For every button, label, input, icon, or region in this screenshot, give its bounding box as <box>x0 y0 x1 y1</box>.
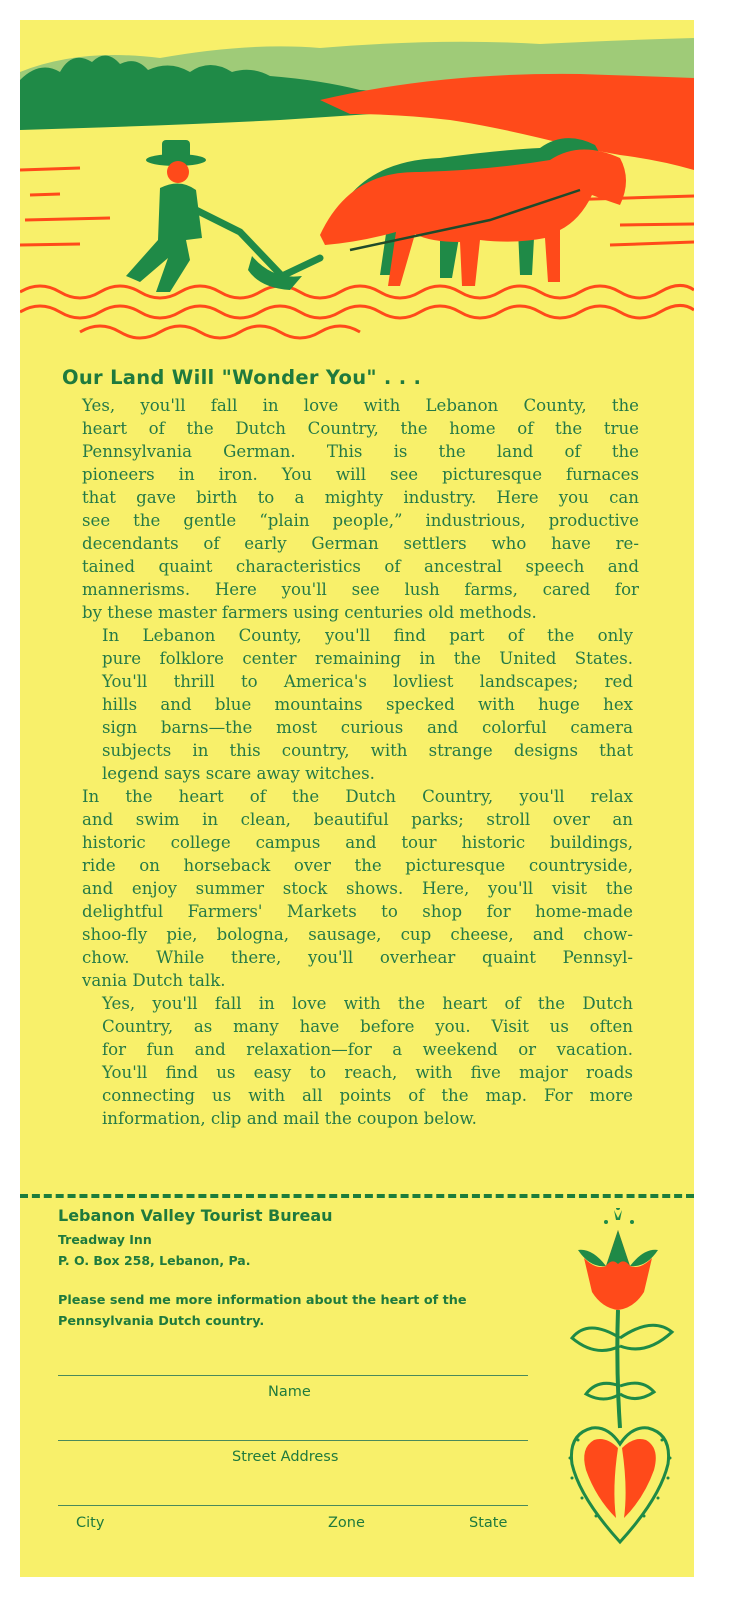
paragraph-3-line: chow. While there, you'll overhear quaint Pennsyl- <box>82 948 633 967</box>
paragraph-1-line: Yes, you'll fall in love with Lebanon County, the <box>82 396 639 415</box>
paragraph-4-line: Yes, you'll fall in love with the heart of the Dutch <box>102 994 633 1013</box>
city-label: City <box>76 1515 105 1531</box>
paragraph-4-line: information, clip and mail the coupon below. <box>102 1109 477 1128</box>
paragraph-3-line: ride on horseback over the picturesque countryside, <box>82 856 633 875</box>
paragraph-4-line: for fun and relaxation—for a weekend or vacation. <box>102 1040 633 1059</box>
paragraph-4-line: Country, as many have before you. Visit us often <box>102 1017 633 1036</box>
paragraph-2-line: pure folklore center remaining in the United States. <box>102 649 633 668</box>
address-line-2: P. O. Box 258, Lebanon, Pa. <box>58 1253 251 1268</box>
paragraph-1-line: see the gentle “plain people,” industrious, productive <box>82 511 639 530</box>
coupon-cut-line <box>20 1194 694 1198</box>
paragraph-1-line: heart of the Dutch Country, the home of the true <box>82 419 639 438</box>
paragraph-1-line: that gave birth to a mighty industry. Here you can <box>82 488 639 507</box>
paragraph-1-line: mannerisms. Here you'll see lush farms, cared for <box>82 580 639 599</box>
name-line[interactable] <box>58 1375 528 1376</box>
paragraph-2-line: legend says scare away witches. <box>102 764 375 783</box>
paragraph-3-line: In the heart of the Dutch Country, you'll relax <box>82 787 633 806</box>
paragraph-2-line: subjects in this country, with strange designs that <box>102 741 633 760</box>
paragraph-3-line: delightful Farmers' Markets to shop for home-made <box>82 902 633 921</box>
paragraph-3-line: and enjoy summer stock shows. Here, you'll visit the <box>82 879 633 898</box>
paragraph-1-line: pioneers in iron. You will see picturesque furnaces <box>82 465 639 484</box>
paragraph-1-line: decendants of early German settlers who have re- <box>82 534 639 553</box>
paragraph-2-line: sign barns—the most curious and colorful camera <box>102 718 633 737</box>
paragraph-4-line: connecting us with all points of the map. For more <box>102 1086 633 1105</box>
state-label: State <box>469 1515 508 1531</box>
paragraph-4-line: You'll find us easy to reach, with five major roads <box>102 1063 633 1082</box>
paragraph-1-line: Pennsylvania German. This is the land of the <box>82 442 639 461</box>
zone-label: Zone <box>328 1515 365 1531</box>
street-address-line[interactable] <box>58 1440 528 1441</box>
paragraph-3-line: historic college campus and tour historic buildings, <box>82 833 633 852</box>
farmer-plowing-illustration <box>20 20 694 345</box>
paragraph-3-line: shoo-fly pie, bologna, sausage, cup cheese, and chow- <box>82 925 633 944</box>
farmer <box>126 140 320 292</box>
request-text: Please send me more information about the heart of the Pennsylvania Dutch country. <box>58 1293 467 1329</box>
paragraph-1-line: by these master farmers using centuries old methods. <box>82 603 537 622</box>
address-line-1: Treadway Inn <box>58 1232 152 1247</box>
paragraph-3-line: vania Dutch talk. <box>82 971 226 990</box>
paragraph-3-line: and swim in clean, beautiful parks; stroll over an <box>82 810 633 829</box>
street-address-label: Street Address <box>232 1449 339 1465</box>
city-zone-state-line[interactable] <box>58 1505 528 1506</box>
bureau-name: Lebanon Valley Tourist Bureau <box>58 1206 333 1225</box>
name-label: Name <box>268 1384 311 1400</box>
horses <box>320 138 626 286</box>
paragraph-1-line: tained quaint characteristics of ancestral speech and <box>82 557 639 576</box>
paragraph-2-line: In Lebanon County, you'll find part of the only <box>102 626 633 645</box>
paragraph-2-line: You'll thrill to America's lovliest landscapes; red <box>102 672 633 691</box>
article-heading: Our Land Will "Wonder You" . . . <box>62 366 422 389</box>
paragraph-2-line: hills and blue mountains specked with huge hex <box>102 695 633 714</box>
tulip-heart-icon <box>548 1208 694 1548</box>
brochure-page <box>20 20 694 1577</box>
